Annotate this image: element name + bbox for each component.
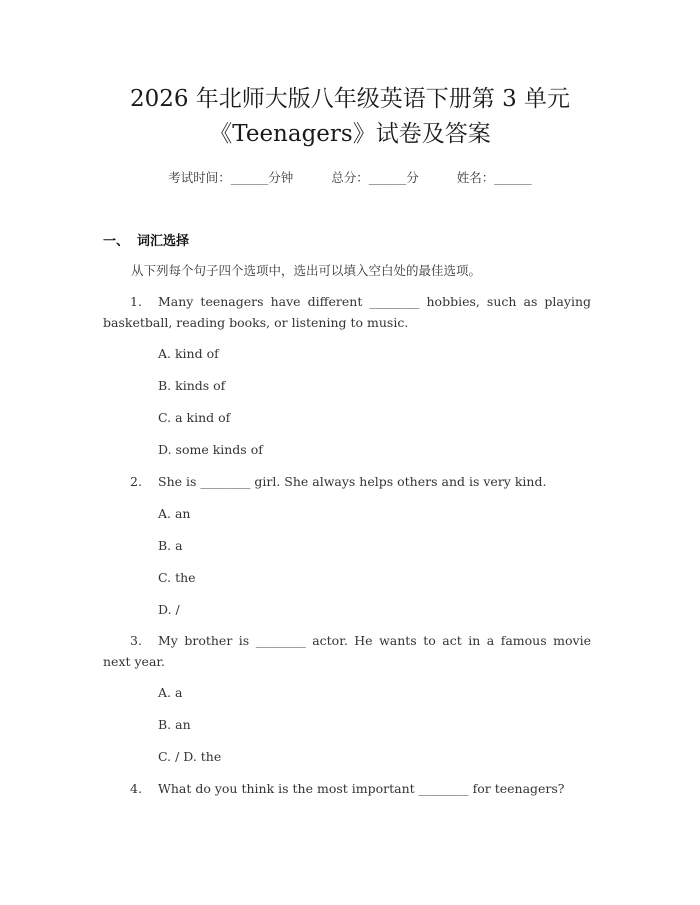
question-4 [103,778,591,799]
option-1b: B. kinds of [158,378,226,393]
question-1 [103,291,591,333]
question-text: She is ________ girl. She always helps others and is very kind. [158,474,547,489]
option-1c: C. a kind of [158,410,231,425]
exam-score-field: 总分：______分 [331,170,419,185]
exam-title-line-1: 2026 年北师大版八年级英语下册第 3 单元 [129,86,571,112]
section-number: 一、 [103,234,130,249]
question-text: My brother is ________ actor. He wants to act in a famous movie next year. [103,633,591,669]
option-2b: B. a [158,538,183,553]
section-instruction: 从下列每个句子四个选项中，选出可以填入空白处的最佳选项。 [131,263,482,278]
question-number: 3. [130,633,142,648]
section-title: 词汇选择 [137,234,190,249]
exam-info-bar [0,170,700,186]
question-number: 2. [130,474,142,489]
question-number: 1. [130,294,142,309]
option-1a: A. kind of [158,346,219,361]
question-2 [103,471,591,492]
option-1d: D. some kinds of [158,442,263,457]
question-number: 4. [130,781,142,796]
question-text: Many teenagers have different ________ hobbies, such as playing basketball, reading books, or listening to music. [103,294,591,330]
exam-time-field: 考试时间：______分钟 [168,170,294,185]
option-3cd: C. / D. the [158,749,222,764]
exam-name-field: 姓名：______ [456,170,532,185]
option-2a: A. an [158,506,191,521]
option-2c: C. the [158,570,196,585]
option-2d: D. / [158,602,180,617]
question-text: What do you think is the most important ________ for teenagers? [158,781,565,796]
option-3b: B. an [158,717,191,732]
section-heading [103,230,189,249]
question-3 [103,630,591,672]
option-3a: A. a [158,685,183,700]
exam-title-line-2: 《Teenagers》试卷及答案 [209,121,491,147]
